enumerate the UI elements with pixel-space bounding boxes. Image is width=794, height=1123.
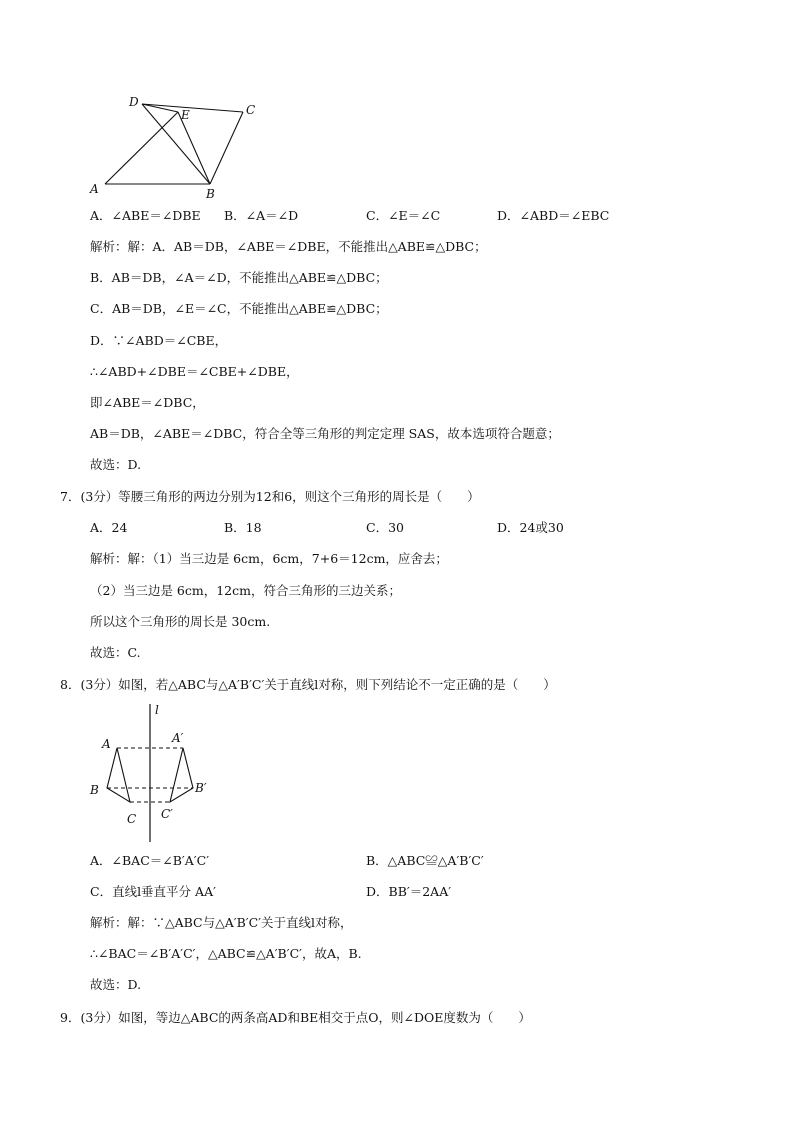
label-d: D <box>129 95 139 109</box>
q6-analysis-line: B．AB＝DB，∠A＝∠D，不能推出△ABE≌△DBC； <box>90 270 388 285</box>
q7-option-d: D．24或30 <box>497 520 564 535</box>
triangle-a2b2c2 <box>170 748 193 802</box>
q7-analysis-line: 所以这个三角形的周长是 30cm. <box>90 614 271 629</box>
q7-analysis-line: （2）当三边是 6cm，12cm，符合三角形的三边关系； <box>90 583 401 598</box>
q6-option-c: C．∠E＝∠C <box>366 208 441 223</box>
q8-option-d: D．BB′＝2AA′ <box>366 884 452 899</box>
q7-answer: 故选：C. <box>90 645 141 660</box>
label-c-prime: C′ <box>161 807 173 821</box>
segment-dc <box>142 104 243 112</box>
segment-eb <box>178 112 210 184</box>
label-b: B <box>206 187 215 201</box>
q8-analysis-line: 解析：解：∵△ABC与△A′B′C′关于直线l对称， <box>90 915 353 930</box>
segment-db <box>142 104 210 184</box>
q8-question: 8．(3分）如图，若△ABC与△A′B′C′关于直线l对称，则下列结论不一定正确的是（ ） <box>60 677 556 692</box>
label-a: A <box>90 182 99 196</box>
q6-analysis-line: 即∠ABE＝∠DBC， <box>90 395 205 410</box>
q8-option-a: A．∠BAC＝∠B′A′C′ <box>90 853 210 868</box>
label-e: E <box>181 108 190 122</box>
triangle-abc <box>107 748 130 802</box>
label-a-prime: A′ <box>172 731 184 745</box>
label-c: C <box>127 812 137 826</box>
q8-option-c: C．直线l垂直平分 AA′ <box>90 884 216 899</box>
segment-ae <box>105 112 178 184</box>
q6-option-a: A．∠ABE＝∠DBE <box>90 208 201 223</box>
q6-analysis-line: 解析：解：A．AB＝DB，∠ABE＝∠DBE，不能推出△ABE≌△DBC； <box>90 239 487 254</box>
q6-analysis-line: ∴∠ABD+∠DBE＝∠CBE+∠DBE， <box>90 364 299 379</box>
q7-option-b: B．18 <box>224 520 262 535</box>
figure-symmetry <box>85 700 225 845</box>
q6-analysis-line: AB＝DB，∠ABE＝∠DBC，符合全等三角形的判定定理 SAS，故本选项符合题意； <box>90 426 560 441</box>
figure-quadrilateral <box>85 92 265 204</box>
q7-option-c: C．30 <box>366 520 404 535</box>
q8-answer: 故选：D. <box>90 977 142 992</box>
q8-option-b: B．△ABC≌△A′B′C′ <box>366 853 484 868</box>
q6-option-d: D．∠ABD＝∠EBC <box>497 208 610 223</box>
q6-answer: 故选：D. <box>90 457 142 472</box>
label-b-prime: B′ <box>195 781 207 795</box>
q7-analysis-line: 解析：解：（1）当三边是 6cm，6cm，7+6＝12cm，应舍去； <box>90 551 448 566</box>
q8-analysis-line: ∴∠BAC＝∠B′A′C′，△ABC≌△A′B′C′，故A，B. <box>90 946 362 961</box>
q7-option-a: A．24 <box>90 520 128 535</box>
label-a: A <box>102 737 111 751</box>
label-c: C <box>246 103 256 117</box>
q7-question: 7．(3分）等腰三角形的两边分别为12和6，则这个三角形的周长是（ ） <box>60 489 480 504</box>
q9-question: 9．(3分）如图，等边△ABC的两条高AD和BE相交于点O，则∠DOE度数为（ ） <box>60 1010 531 1025</box>
q6-analysis-line: D．∵∠ABD＝∠CBE， <box>90 333 228 348</box>
label-l: l <box>155 703 159 717</box>
segment-bc <box>210 112 243 184</box>
q6-analysis-line: C．AB＝DB，∠E＝∠C，不能推出△ABE≌△DBC； <box>90 301 388 316</box>
q6-option-b: B．∠A＝∠D <box>224 208 299 223</box>
label-b: B <box>90 783 99 797</box>
